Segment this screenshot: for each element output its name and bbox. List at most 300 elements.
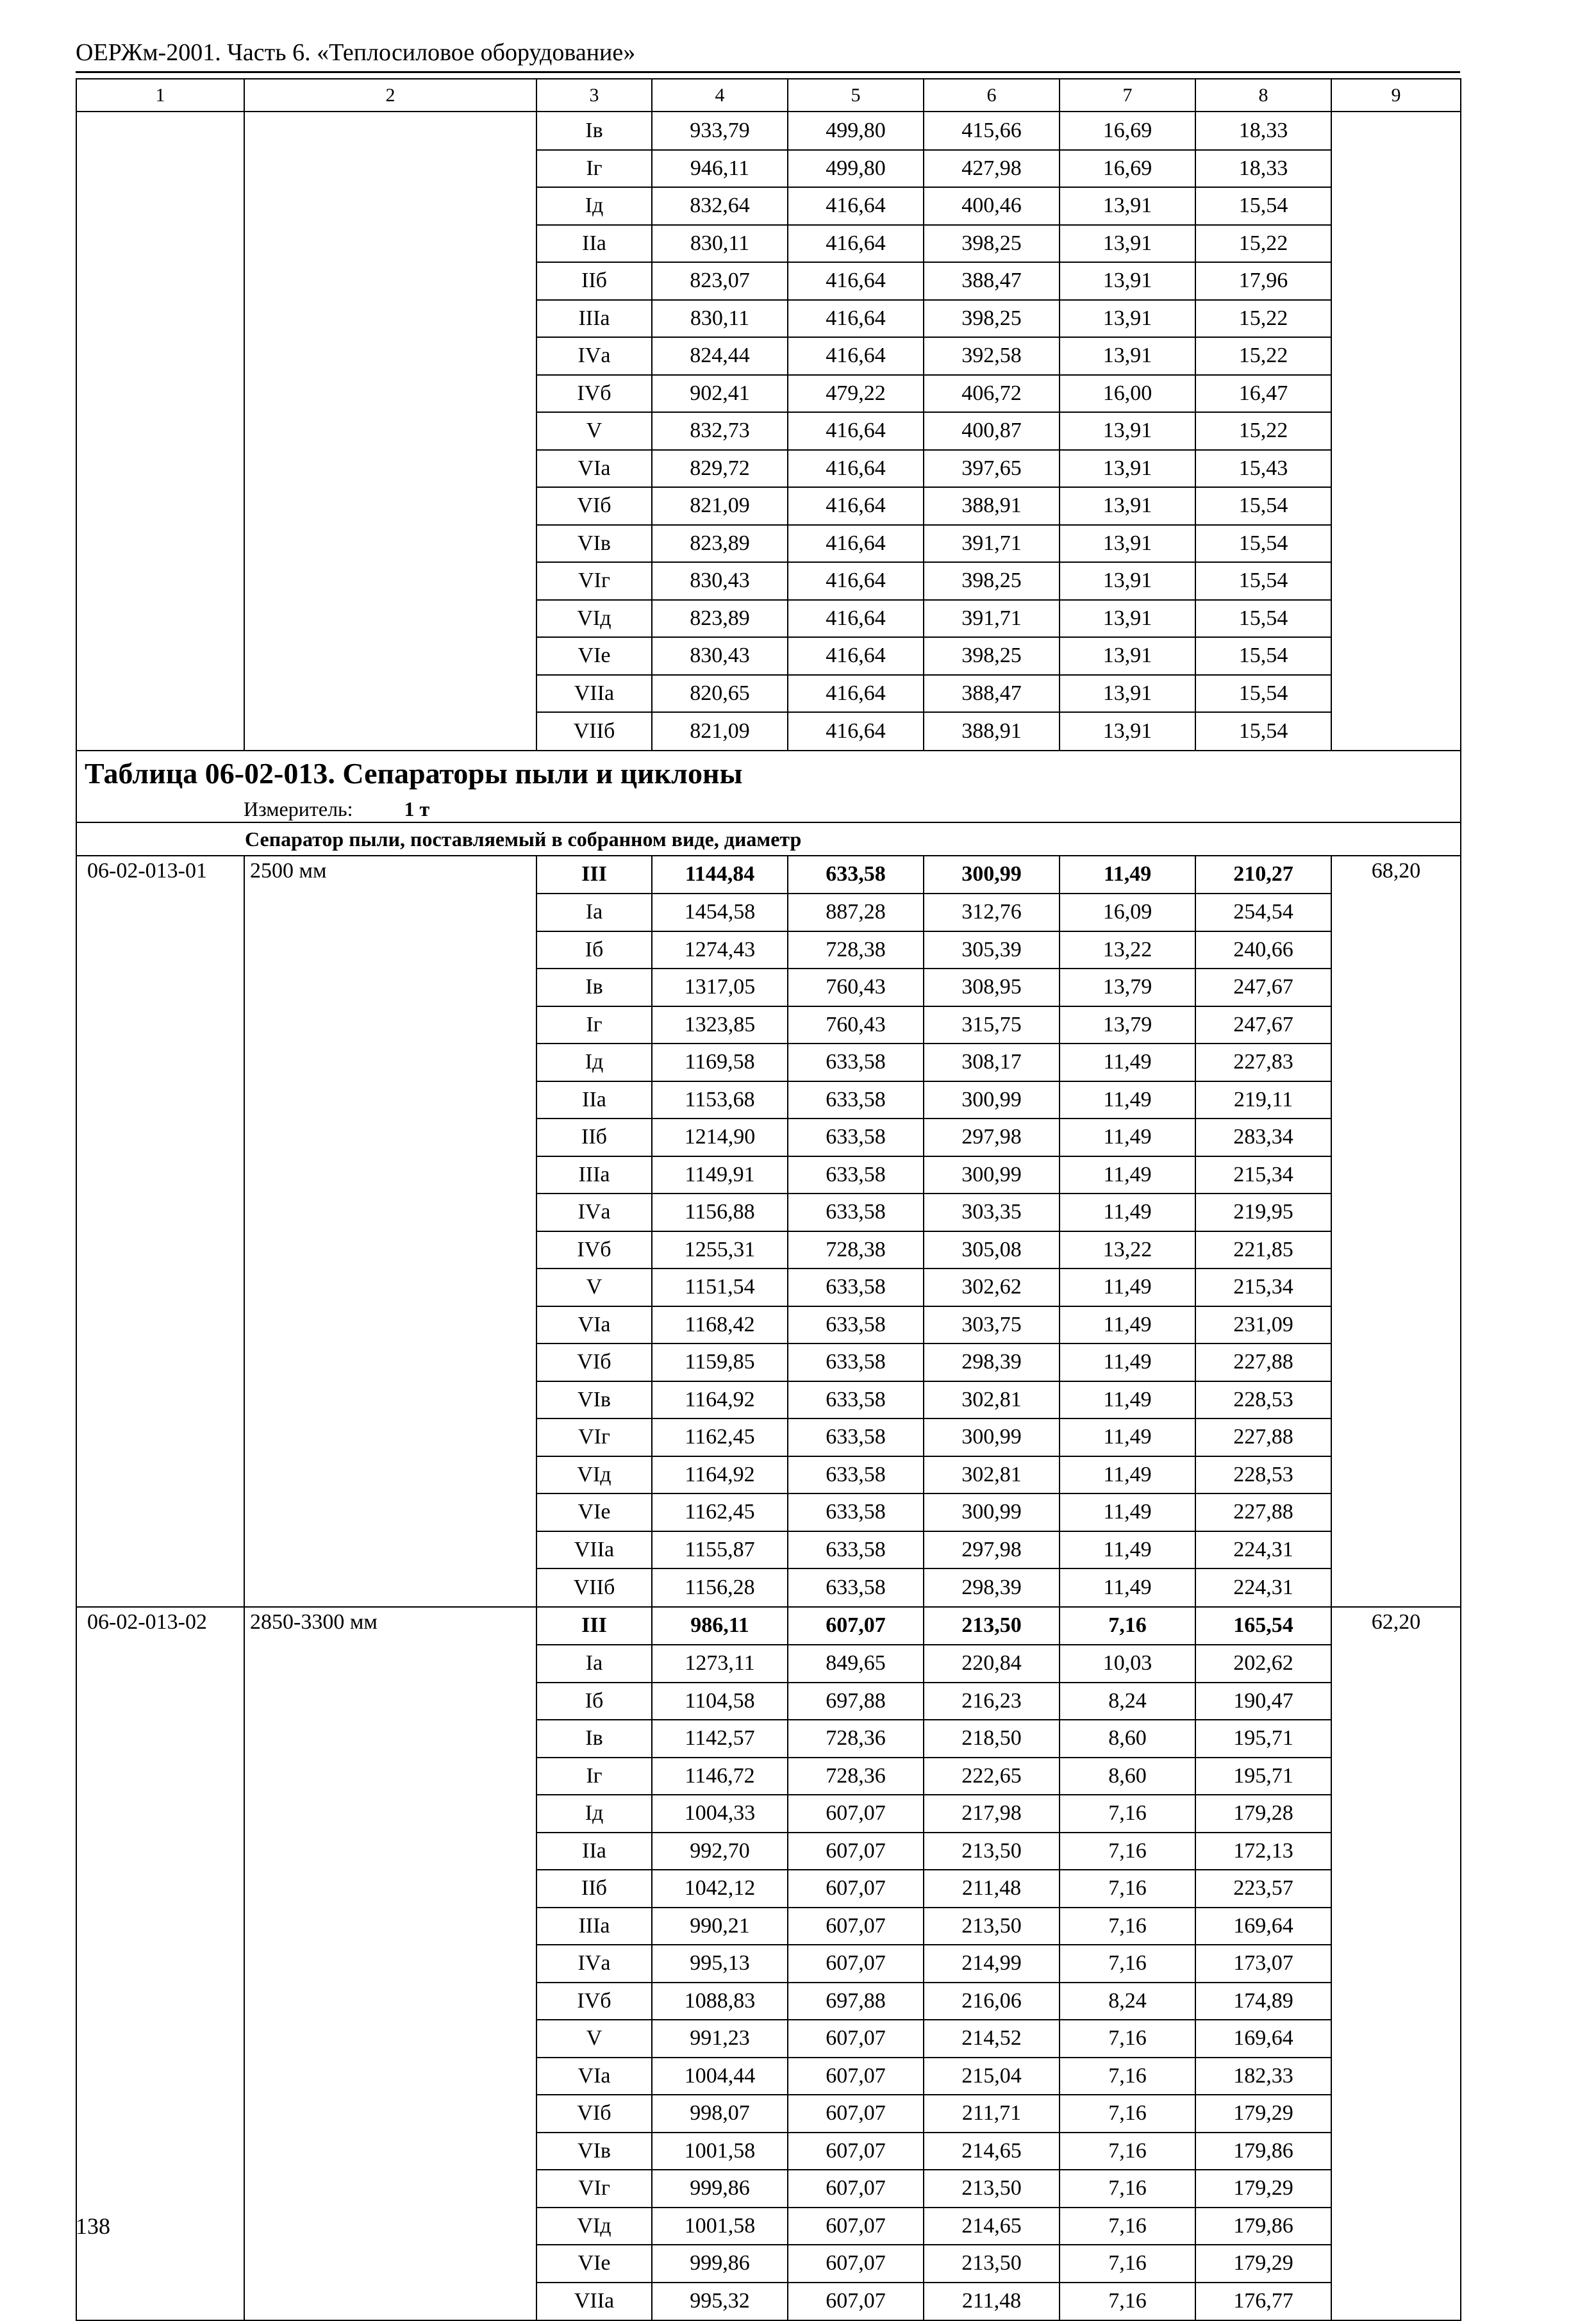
table-row [76,1645,1461,1683]
value-cell: 633,58 [788,1456,924,1494]
value-cell: 305,39 [924,931,1060,969]
value-cell: 219,11 [1195,1081,1331,1119]
rate-code-cell [76,637,244,675]
col9-cell [1331,1758,1461,1795]
rate-code-cell [76,1081,244,1119]
zone-cell: Iг [536,150,652,188]
rate-code-cell [76,1381,244,1419]
value-cell: 760,43 [788,1006,924,1044]
value-cell: 300,99 [924,1418,1060,1456]
value-cell: 13,91 [1060,412,1195,450]
col9-cell [1331,969,1461,1006]
value-cell: 169,64 [1195,1908,1331,1945]
value-cell: 400,87 [924,412,1060,450]
value-cell: 391,71 [924,600,1060,638]
value-cell: 902,41 [652,375,788,413]
table-row [76,1568,1461,1607]
section-row [76,822,1461,856]
value-cell: 1156,88 [652,1194,788,1231]
col9-cell [1331,2020,1461,2058]
zone-cell: VIIа [536,1531,652,1569]
col9-cell [1331,1044,1461,1081]
table-row [76,562,1461,600]
value-cell: 1004,44 [652,2058,788,2095]
value-cell: 887,28 [788,894,924,931]
value-cell: 820,65 [652,675,788,713]
value-cell: 633,58 [788,1081,924,1119]
value-cell: 607,07 [788,2095,924,2133]
value-cell: 15,54 [1195,675,1331,713]
value-cell: 830,43 [652,637,788,675]
value-cell: 15,54 [1195,187,1331,225]
value-cell: 298,39 [924,1344,1060,1381]
zone-cell: Iд [536,1795,652,1833]
table-row [76,1381,1461,1419]
value-cell: 214,99 [924,1945,1060,1983]
value-cell: 300,99 [924,856,1060,894]
zone-cell: VIIа [536,2283,652,2321]
table-title-row [76,751,1461,796]
value-cell: 829,72 [652,450,788,488]
value-cell: 179,86 [1195,2133,1331,2170]
value-cell: 933,79 [652,112,788,150]
rate-name-cell [244,2208,536,2245]
table-row [76,487,1461,525]
value-cell: 607,07 [788,2058,924,2095]
value-cell: 13,22 [1060,1231,1195,1269]
value-cell: 990,21 [652,1908,788,1945]
col9-cell [1331,1194,1461,1231]
value-cell: 215,34 [1195,1269,1331,1306]
value-cell: 227,88 [1195,1493,1331,1531]
value-cell: 946,11 [652,150,788,188]
value-cell: 1142,57 [652,1720,788,1758]
value-cell: 633,58 [788,1493,924,1531]
rate-name-cell [244,2095,536,2133]
value-cell: 821,09 [652,712,788,751]
value-cell: 633,58 [788,1306,924,1344]
col9-cell [1331,1568,1461,1607]
value-cell: 15,22 [1195,337,1331,375]
zone-cell: VIа [536,450,652,488]
value-cell: 176,77 [1195,2283,1331,2321]
rate-name-cell [244,1269,536,1306]
value-cell: 308,95 [924,969,1060,1006]
rate-code-cell [76,969,244,1006]
value-cell: 13,91 [1060,600,1195,638]
value-cell: 830,11 [652,225,788,263]
rate-name-cell [244,412,536,450]
rate-name-cell [244,225,536,263]
value-cell: 398,25 [924,637,1060,675]
value-cell: 499,80 [788,150,924,188]
col9-cell [1331,2283,1461,2321]
value-cell: 1042,12 [652,1870,788,1908]
value-cell: 222,65 [924,1758,1060,1795]
value-cell: 1273,11 [652,1645,788,1683]
value-cell: 11,49 [1060,1044,1195,1081]
rate-name-cell [244,2283,536,2321]
value-cell: 213,50 [924,2170,1060,2208]
zone-cell: IVб [536,1231,652,1269]
col9-cell: 62,20 [1331,1607,1461,1645]
rate-name-cell [244,1531,536,1569]
col9-cell [1331,487,1461,525]
table-row [76,337,1461,375]
zone-cell: III [536,856,652,894]
rate-name-cell [244,450,536,488]
value-cell: 398,25 [924,225,1060,263]
zone-cell: VIд [536,600,652,638]
table-row [76,2020,1461,2058]
rate-code-cell [76,150,244,188]
col9-cell [1331,1493,1461,1531]
value-cell: 832,64 [652,187,788,225]
col9-cell [1331,450,1461,488]
table-row [76,637,1461,675]
table-row [76,1531,1461,1569]
value-cell: 398,25 [924,300,1060,338]
table-row [76,1269,1461,1306]
zone-cell: VIб [536,2095,652,2133]
rate-name-cell [244,637,536,675]
table-title: Таблица 06-02-013. Сепараторы пыли и циклоны [76,751,1461,796]
value-cell: 416,64 [788,562,924,600]
zone-cell: IIа [536,1081,652,1119]
value-cell: 13,91 [1060,675,1195,713]
rate-code-cell [76,1795,244,1833]
value-cell: 728,38 [788,931,924,969]
col9-cell [1331,1418,1461,1456]
value-cell: 13,91 [1060,300,1195,338]
value-cell: 832,73 [652,412,788,450]
rate-code-cell [76,1344,244,1381]
value-cell: 607,07 [788,1870,924,1908]
column-number: 1 [76,79,244,112]
col9-cell [1331,1119,1461,1156]
rate-name-cell [244,2058,536,2095]
table-row [76,1006,1461,1044]
col9-cell [1331,412,1461,450]
section-title: Сепаратор пыли, поставляемый в собранном виде, диаметр [76,822,1461,856]
table-row [76,1306,1461,1344]
col9-cell [1331,894,1461,931]
column-number: 7 [1060,79,1195,112]
value-cell: 830,11 [652,300,788,338]
table-row [76,1493,1461,1531]
value-cell: 697,88 [788,1683,924,1720]
value-cell: 849,65 [788,1645,924,1683]
value-cell: 607,07 [788,1908,924,1945]
value-cell: 224,31 [1195,1568,1331,1607]
rate-code-cell: 06-02-013-01 [76,856,244,894]
zone-cell: IIб [536,1870,652,1908]
value-cell: 13,79 [1060,1006,1195,1044]
table-row [76,1833,1461,1870]
rate-name-cell [244,150,536,188]
col9-cell [1331,150,1461,188]
value-cell: 315,75 [924,1006,1060,1044]
rate-name-cell [244,300,536,338]
zone-cell: IVб [536,375,652,413]
value-cell: 633,58 [788,1156,924,1194]
table-row [76,450,1461,488]
value-cell: 415,66 [924,112,1060,150]
zone-cell: VIе [536,2245,652,2283]
rate-name-cell [244,1795,536,1833]
zone-cell: Iд [536,1044,652,1081]
zone-cell: V [536,412,652,450]
value-cell: 300,99 [924,1493,1060,1531]
rate-code-cell [76,1306,244,1344]
zone-cell: IIIа [536,1156,652,1194]
value-cell: 633,58 [788,1194,924,1231]
value-cell: 1164,92 [652,1381,788,1419]
rate-code-cell [76,2020,244,2058]
rate-code-cell [76,300,244,338]
value-cell: 607,07 [788,2245,924,2283]
rate-code-cell [76,2133,244,2170]
value-cell: 15,22 [1195,412,1331,450]
table-row [76,675,1461,713]
zone-cell: VIе [536,637,652,675]
value-cell: 1454,58 [652,894,788,931]
table-row [76,856,1461,894]
value-cell: 16,47 [1195,375,1331,413]
col9-cell [1331,2058,1461,2095]
column-number: 2 [244,79,536,112]
value-cell: 18,33 [1195,150,1331,188]
value-cell: 830,43 [652,562,788,600]
rate-code-cell [76,1156,244,1194]
table-row [76,2095,1461,2133]
rate-name-cell [244,2020,536,2058]
value-cell: 13,91 [1060,487,1195,525]
value-cell: 633,58 [788,1044,924,1081]
table-row [76,1983,1461,2020]
value-cell: 15,22 [1195,300,1331,338]
value-cell: 1274,43 [652,931,788,969]
value-cell: 214,65 [924,2208,1060,2245]
rate-code-cell [76,1531,244,1569]
rate-name-cell [244,1418,536,1456]
table-row [76,1720,1461,1758]
zone-cell: Iд [536,187,652,225]
col9-cell [1331,675,1461,713]
value-cell: 499,80 [788,112,924,150]
rate-name-cell [244,187,536,225]
table-row [76,2170,1461,2208]
value-cell: 13,79 [1060,969,1195,1006]
table-row [76,375,1461,413]
measure-unit: 1 т [404,797,430,820]
col9-cell [1331,2170,1461,2208]
value-cell: 999,86 [652,2170,788,2208]
value-cell: 211,48 [924,2283,1060,2321]
value-cell: 8,24 [1060,1983,1195,2020]
zone-cell: IIб [536,1119,652,1156]
rate-code-cell [76,1945,244,1983]
value-cell: 1162,45 [652,1418,788,1456]
rate-name-cell [244,1119,536,1156]
col9-cell: 68,20 [1331,856,1461,894]
measure-cell [76,796,1461,822]
value-cell: 728,36 [788,1720,924,1758]
value-cell: 13,91 [1060,712,1195,751]
zone-cell: VIе [536,1493,652,1531]
value-cell: 1151,54 [652,1269,788,1306]
value-cell: 223,57 [1195,1870,1331,1908]
value-cell: 165,54 [1195,1607,1331,1645]
rate-code-cell: 06-02-013-02 [76,1607,244,1645]
value-cell: 1144,84 [652,856,788,894]
value-cell: 999,86 [652,2245,788,2283]
table-row [76,1908,1461,1945]
col9-cell [1331,1381,1461,1419]
rate-name-cell [244,487,536,525]
col9-cell [1331,2245,1461,2283]
value-cell: 11,49 [1060,1081,1195,1119]
value-cell: 16,09 [1060,894,1195,931]
value-cell: 297,98 [924,1531,1060,1569]
table-row [76,262,1461,300]
value-cell: 633,58 [788,856,924,894]
value-cell: 8,60 [1060,1758,1195,1795]
value-cell: 416,64 [788,187,924,225]
value-cell: 11,49 [1060,1531,1195,1569]
rate-name-cell [244,1381,536,1419]
rate-name-cell [244,1568,536,1607]
value-cell: 221,85 [1195,1231,1331,1269]
value-cell: 15,43 [1195,450,1331,488]
rate-name-cell [244,2170,536,2208]
value-cell: 633,58 [788,1381,924,1419]
value-cell: 227,88 [1195,1418,1331,1456]
value-cell: 247,67 [1195,1006,1331,1044]
rate-code-cell [76,112,244,150]
column-number: 3 [536,79,652,112]
value-cell: 202,62 [1195,1645,1331,1683]
table-row [76,1683,1461,1720]
rate-code-cell [76,1493,244,1531]
value-cell: 607,07 [788,1833,924,1870]
zone-cell: IIIа [536,300,652,338]
value-cell: 13,91 [1060,562,1195,600]
value-cell: 388,91 [924,487,1060,525]
col9-cell [1331,1795,1461,1833]
value-cell: 607,07 [788,2133,924,2170]
col9-cell [1331,2133,1461,2170]
value-cell: 302,81 [924,1456,1060,1494]
value-cell: 1214,90 [652,1119,788,1156]
col9-cell [1331,1081,1461,1119]
value-cell: 392,58 [924,337,1060,375]
value-cell: 11,49 [1060,1119,1195,1156]
value-cell: 1168,42 [652,1306,788,1344]
value-cell: 195,71 [1195,1720,1331,1758]
zone-cell: VIб [536,1344,652,1381]
value-cell: 169,64 [1195,2020,1331,2058]
value-cell: 1001,58 [652,2208,788,2245]
value-cell: 11,49 [1060,1381,1195,1419]
col9-cell [1331,1720,1461,1758]
table-row [76,112,1461,150]
rate-code-cell [76,1231,244,1269]
value-cell: 13,91 [1060,525,1195,563]
value-cell: 18,33 [1195,112,1331,150]
table-row [76,1156,1461,1194]
rate-code-cell [76,1870,244,1908]
table-row [76,150,1461,188]
value-cell: 13,91 [1060,262,1195,300]
value-cell: 416,64 [788,675,924,713]
table-row [76,2245,1461,2283]
value-cell: 633,58 [788,1344,924,1381]
rate-name-cell [244,1758,536,1795]
value-cell: 213,50 [924,1908,1060,1945]
rate-name-cell [244,600,536,638]
value-cell: 1104,58 [652,1683,788,1720]
table-row [76,525,1461,563]
col9-cell [1331,525,1461,563]
value-cell: 240,66 [1195,931,1331,969]
value-cell: 1255,31 [652,1231,788,1269]
rate-name-cell [244,1908,536,1945]
rate-name-cell [244,1156,536,1194]
rate-name-cell [244,675,536,713]
value-cell: 7,16 [1060,1795,1195,1833]
rate-name-cell [244,1493,536,1531]
table-body [76,79,1461,2320]
value-cell: 174,89 [1195,1983,1331,2020]
col9-cell [1331,1908,1461,1945]
zone-cell: VIа [536,2058,652,2095]
table-row [76,712,1461,751]
col9-cell [1331,300,1461,338]
value-cell: 247,67 [1195,969,1331,1006]
value-cell: 13,91 [1060,337,1195,375]
value-cell: 11,49 [1060,1156,1195,1194]
value-cell: 388,91 [924,712,1060,751]
rate-name-cell [244,969,536,1006]
col9-cell [1331,562,1461,600]
rate-code-cell [76,712,244,751]
value-cell: 300,99 [924,1081,1060,1119]
rate-code-cell [76,525,244,563]
rate-name-cell [244,1833,536,1870]
column-number: 9 [1331,79,1461,112]
zone-cell: Iв [536,969,652,1006]
col9-cell [1331,1006,1461,1044]
value-cell: 416,64 [788,637,924,675]
value-cell: 1146,72 [652,1758,788,1795]
value-cell: 228,53 [1195,1456,1331,1494]
value-cell: 211,71 [924,2095,1060,2133]
zone-cell: IIа [536,1833,652,1870]
value-cell: 283,34 [1195,1119,1331,1156]
value-cell: 427,98 [924,150,1060,188]
value-cell: 15,54 [1195,600,1331,638]
value-cell: 195,71 [1195,1758,1331,1795]
value-cell: 1162,45 [652,1493,788,1531]
value-cell: 416,64 [788,412,924,450]
rate-name-cell: 2850-3300 мм [244,1607,536,1645]
col9-cell [1331,2095,1461,2133]
value-cell: 11,49 [1060,1194,1195,1231]
column-number: 6 [924,79,1060,112]
rate-code-cell [76,450,244,488]
value-cell: 479,22 [788,375,924,413]
